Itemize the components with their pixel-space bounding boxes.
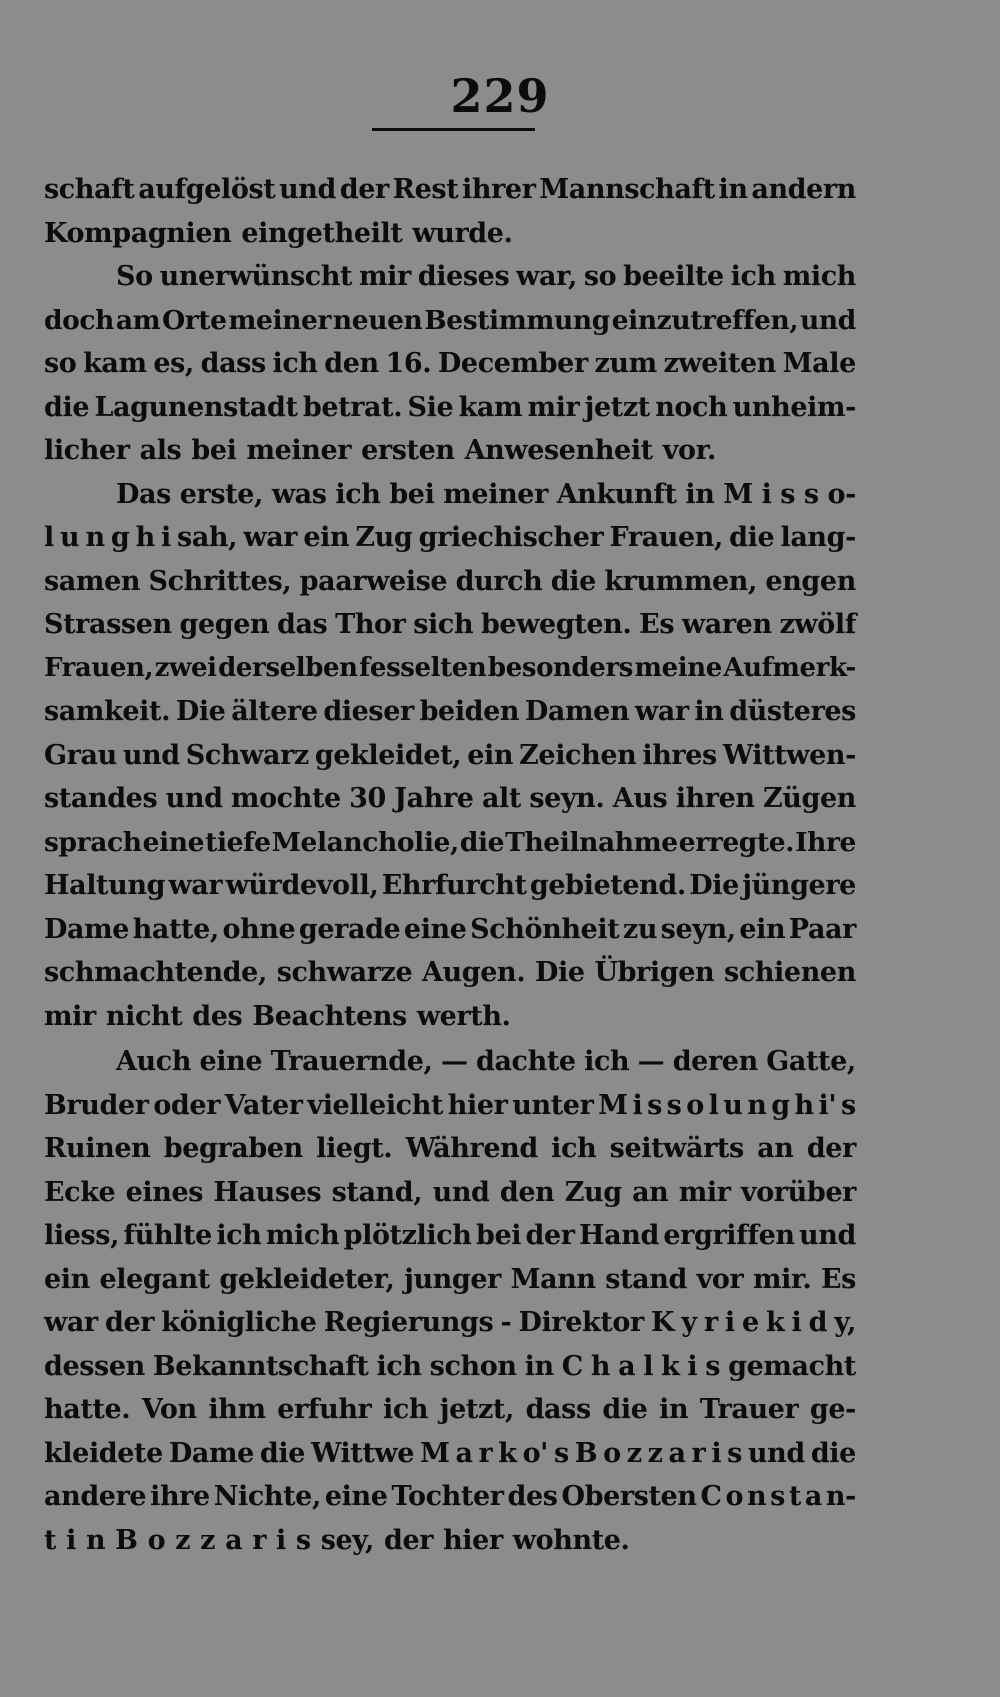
text-line: ein elegant gekleideter, junger Mann stand vor mir. Es (44, 1263, 856, 1295)
text-line: l u n g h i sah, war ein Zug griechischer Frauen, die lang- (44, 522, 856, 553)
text-line: samen Schrittes, paarweise durch die krummen, engen (44, 565, 856, 597)
text-line: Frauen, zwei derselben fesselten besonders meine Aufmerk- (44, 652, 856, 683)
text-line: kleidete Dame die Wittwe M a r k o' s B o z z a r i s und die (44, 1437, 856, 1469)
text-line: andere ihre Nichte, eine Tochter des Obersten C o n s t a n- (44, 1481, 856, 1512)
text-line: Strassen gegen das Thor sich bewegten. Es waren zwölf (44, 609, 856, 640)
text-line: schaft aufgelöst und der Rest ihrer Mannschaft in andern (44, 174, 856, 205)
text-line: Kompagnien eingetheilt wurde. (44, 217, 513, 249)
text-line: samkeit. Die ältere dieser beiden Damen war in düsteres (44, 696, 856, 727)
text-line: schmachtende, schwarze Augen. Die Übrigen schienen (44, 957, 856, 988)
header-rule (372, 128, 535, 131)
text-line: war der königliche Regierungs - Direktor K y r i e k i d y, (44, 1307, 856, 1338)
text-line: licher als bei meiner ersten Anwesenheit vor. (44, 435, 717, 466)
text-line: So unerwünscht mir dieses war, so beeilte ich mich (116, 261, 856, 292)
text-line: Das erste, was ich bei meiner Ankunft in M i s s o- (116, 478, 856, 510)
text-line: so kam es, dass ich den 16. December zum zweiten Male (44, 348, 856, 379)
text-line: die Lagunenstadt betrat. Sie kam mir jetzt noch unheim- (44, 391, 856, 423)
page-number: 229 (450, 69, 550, 123)
text-line: t i n B o z z a r i s sey, der hier wohnte. (44, 1524, 630, 1556)
text-line: Ecke eines Hauses stand, und den Zug an mir vorüber (44, 1176, 856, 1208)
text-line: Haltung war würdevoll, Ehrfurcht gebietend. Die jüngere (44, 870, 856, 901)
text-line: Auch eine Trauernde, — dachte ich — deren Gatte, (116, 1046, 856, 1077)
paragraph-block (44, 168, 856, 1038)
text-line: Grau und Schwarz gekleidet, ein Zeichen ihres Wittwen- (44, 739, 856, 771)
text-line: mir nicht des Beachtens werth. (44, 1000, 511, 1032)
text-line: Ruinen begraben liegt. Während ich seitwärts an der (44, 1133, 856, 1164)
text-line: hatte. Von ihm erfuhr ich jetzt, dass die in Trauer ge- (44, 1394, 856, 1425)
text-line: standes und mochte 30 Jahre alt seyn. Aus ihren Zügen (44, 783, 856, 814)
text-line: Dame hatte, ohne gerade eine Schönheit zu seyn, ein Paar (44, 913, 856, 945)
text-line: Bruder oder Vater vielleicht hier unter M i s s o l u n g h i' s (44, 1089, 856, 1121)
text-line: dessen Bekanntschaft ich schon in C h a l k i s gemacht (44, 1350, 856, 1382)
paragraph-block (44, 1040, 856, 1562)
text-line: liess, fühlte ich mich plötzlich bei der Hand ergriffen und (44, 1220, 856, 1251)
text-line: doch am Orte meiner neuen Bestimmung einzutreffen, und (44, 304, 856, 336)
text-line: sprach eine tiefe Melancholie, die Theilnahme erregte. Ihre (44, 826, 856, 858)
